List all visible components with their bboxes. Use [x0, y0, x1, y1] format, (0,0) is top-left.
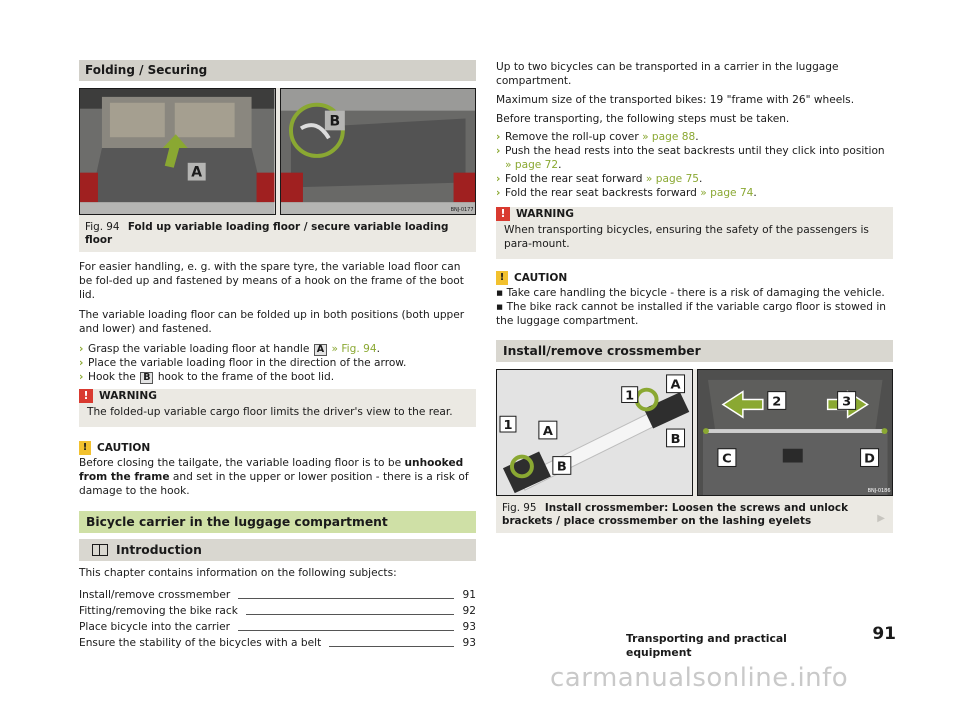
toc-leader	[238, 630, 454, 631]
figure-95-label-3: 3	[841, 394, 851, 410]
page-link-75[interactable]: » page 75	[645, 173, 700, 185]
chevron-right-icon: ›	[496, 187, 501, 199]
paragraph-load-floor-1: For easier handling, e. g. with the spare tyre, the variable load floor can be fol-ded up and fastened by means of a hook on the frame of the boot lid.	[79, 261, 464, 301]
step-2-text: Place the variable loading floor in the direction of the arrow.	[88, 357, 407, 369]
continue-arrow-icon: ▶	[877, 513, 885, 524]
warning-icon: !	[79, 389, 93, 403]
paragraph-bicycles-3: Before transporting, the following steps must be taken.	[496, 113, 790, 125]
toc-item-page: 93	[462, 637, 476, 649]
caution-text-bold: unhooked from the frame	[79, 457, 464, 483]
footer-chapter-title: Transporting and practical equipment	[626, 632, 787, 659]
step-r2-text: Push the head rests into the seat backrests until they click into position	[505, 145, 885, 157]
figure-94-photo-left	[79, 88, 276, 215]
figure-95-caption	[496, 496, 893, 533]
toc-item-page: 93	[462, 621, 476, 633]
bullet-square-icon: ▪	[496, 287, 504, 299]
figure-95-images	[496, 369, 893, 496]
figure-94-label-A: A	[191, 164, 203, 181]
introduction-title: Introduction	[116, 543, 202, 557]
step-1-end: .	[376, 343, 380, 355]
toc-item-page: 92	[462, 605, 476, 617]
chevron-right-icon: ›	[79, 357, 84, 369]
caution-bullet	[496, 300, 893, 328]
toc-list	[79, 588, 476, 650]
page-footer	[626, 624, 896, 659]
step-r4-text: Fold the rear seat backrests forward	[505, 187, 697, 199]
book-icon	[92, 544, 108, 556]
page-link-88[interactable]: » page 88	[642, 131, 696, 143]
right-column	[496, 60, 893, 533]
step-r3-text: Fold the rear seat forward	[505, 173, 643, 185]
figure-95-photo-right	[697, 369, 894, 496]
figure-95-label-a1: A	[670, 377, 681, 393]
page-link-74[interactable]: » page 74	[700, 187, 754, 199]
bullet-square-icon: ▪	[496, 301, 504, 313]
step-fold-seat: › Fold the rear seat forward » page 75.	[496, 173, 703, 185]
toc-item-title: Install/remove crossmember	[79, 589, 231, 601]
step-3-text-post: hook to the frame of the boot lid.	[157, 371, 335, 383]
toc-item[interactable]	[79, 604, 476, 618]
toc-item[interactable]	[79, 636, 476, 650]
caution-title: CAUTION	[514, 272, 568, 284]
caution-bullet-1: Take care handling the bicycle - there is a risk of damaging the vehicle.	[506, 287, 885, 299]
step-remove-cover: › Remove the roll-up cover » page 88.	[496, 131, 699, 143]
step-hook	[79, 370, 476, 384]
figure-95-label-d: D	[863, 451, 875, 467]
section-title-crossmember: Install/remove crossmember	[496, 340, 893, 362]
warning-header	[79, 389, 476, 403]
figure-94-code: BNJ-0177	[450, 207, 474, 214]
caution-header	[79, 441, 476, 455]
section-title-folding: Folding / Securing	[79, 60, 476, 81]
section-title-bicycle-carrier: Bicycle carrier in the luggage compartment	[79, 511, 476, 533]
figure-95-label-b2: B	[556, 459, 567, 475]
paragraph-bicycles-1: Up to two bicycles can be transported in a carrier in the luggage compartment.	[496, 61, 839, 87]
caution-icon: !	[79, 441, 91, 455]
step-r1-text: Remove the roll-up cover	[505, 131, 639, 143]
figure-95-code: BNJ-0186	[867, 488, 891, 495]
chevron-right-icon: ›	[496, 145, 501, 157]
warning-text: The folded-up variable cargo floor limits the driver's view to the rear.	[87, 406, 453, 418]
figure-95-caption-text: Install crossmember: Loosen the screws and unlock brackets / place crossmember on the lashing eyelets	[502, 502, 849, 527]
key-a: A	[314, 344, 327, 356]
caution-header	[496, 271, 893, 285]
key-b: B	[140, 372, 153, 384]
introduction-header	[79, 539, 476, 561]
toc-item[interactable]	[79, 620, 476, 634]
toc-item-title: Place bicycle into the carrier	[79, 621, 231, 633]
paragraph-bicycles-2: Maximum size of the transported bikes: 19 "frame with 26" wheels.	[496, 94, 855, 106]
paragraph-load-floor-2: The variable loading floor can be folded up in both positions (both upper and lower) and fastened.	[79, 309, 465, 335]
toc-leader	[246, 614, 454, 615]
caution-title: CAUTION	[97, 442, 151, 454]
toc-leader	[238, 598, 454, 599]
caution-icon: !	[496, 271, 508, 285]
figure-94-label-B: B	[329, 113, 340, 130]
step-fold-backrests: › Fold the rear seat backrests forward » page 74.	[496, 187, 757, 199]
figure-94-caption	[79, 215, 476, 252]
step-grasp-handle	[79, 342, 476, 356]
left-column	[79, 60, 476, 652]
toc-item-title: Ensure the stability of the bicycles with a belt	[79, 637, 322, 649]
toc-item-page: 91	[462, 589, 476, 601]
caution-text	[79, 456, 476, 498]
caution-text-post: and set in the upper or lower position - there is a risk of damage to the hook.	[79, 471, 469, 497]
figure-94-number: Fig. 94	[85, 221, 120, 233]
warning-icon: !	[496, 207, 510, 221]
figure-94-caption-text: Fold up variable loading floor / secure variable loading floor	[85, 221, 449, 246]
figure-95-photo-left	[496, 369, 693, 496]
toc-item[interactable]	[79, 588, 476, 602]
figure-95-label-c: C	[721, 451, 732, 467]
figure-94-images	[79, 88, 476, 215]
step-1-text: Grasp the variable loading floor at handle	[88, 343, 310, 355]
figure-95-label-2: 2	[771, 394, 781, 410]
step-place-floor	[79, 356, 476, 370]
warning-box-view	[79, 389, 476, 427]
page-number: 91	[872, 624, 896, 644]
caution-text-pre: Before closing the tailgate, the variable loading floor is to be	[79, 457, 402, 469]
step-3-text-pre: Hook the	[88, 371, 136, 383]
warning-title: WARNING	[516, 208, 574, 220]
figure-95-label-b1: B	[670, 431, 681, 447]
figure-95-label-a2: A	[542, 424, 553, 439]
figure-95-number: Fig. 95	[502, 502, 537, 514]
caution-bullet	[496, 286, 893, 300]
introduction-text: This chapter contains information on the following subjects:	[79, 567, 397, 579]
figure-95-label-1a: 1	[625, 388, 635, 404]
figure-link-94[interactable]: » Fig. 94	[331, 343, 377, 355]
figure-94	[79, 88, 476, 252]
toc-leader	[329, 646, 454, 647]
caution-bullet-2: The bike rack cannot be installed if the variable cargo floor is stowed in the luggage compartment.	[496, 301, 887, 327]
warning-text: When transporting bicycles, ensuring the safety of the passengers is para-mount.	[504, 224, 869, 250]
figure-95-label-1b: 1	[503, 418, 513, 434]
warning-title: WARNING	[99, 390, 157, 402]
step-push-headrests: › Push the head rests into the seat backrests until they click into position » page 72.	[496, 145, 885, 171]
warning-box-passengers	[496, 207, 893, 259]
chevron-right-icon: ›	[496, 131, 501, 143]
page-link-72[interactable]: » page 72	[505, 159, 559, 171]
toc-item-title: Fitting/removing the bike rack	[79, 605, 238, 617]
figure-95	[496, 369, 893, 533]
warning-header	[496, 207, 893, 221]
chevron-right-icon: ›	[496, 173, 501, 185]
figure-94-photo-right	[280, 88, 477, 215]
chevron-right-icon: ›	[79, 343, 84, 355]
chevron-right-icon: ›	[79, 371, 84, 383]
watermark: carmanualsonline.info	[550, 663, 849, 693]
